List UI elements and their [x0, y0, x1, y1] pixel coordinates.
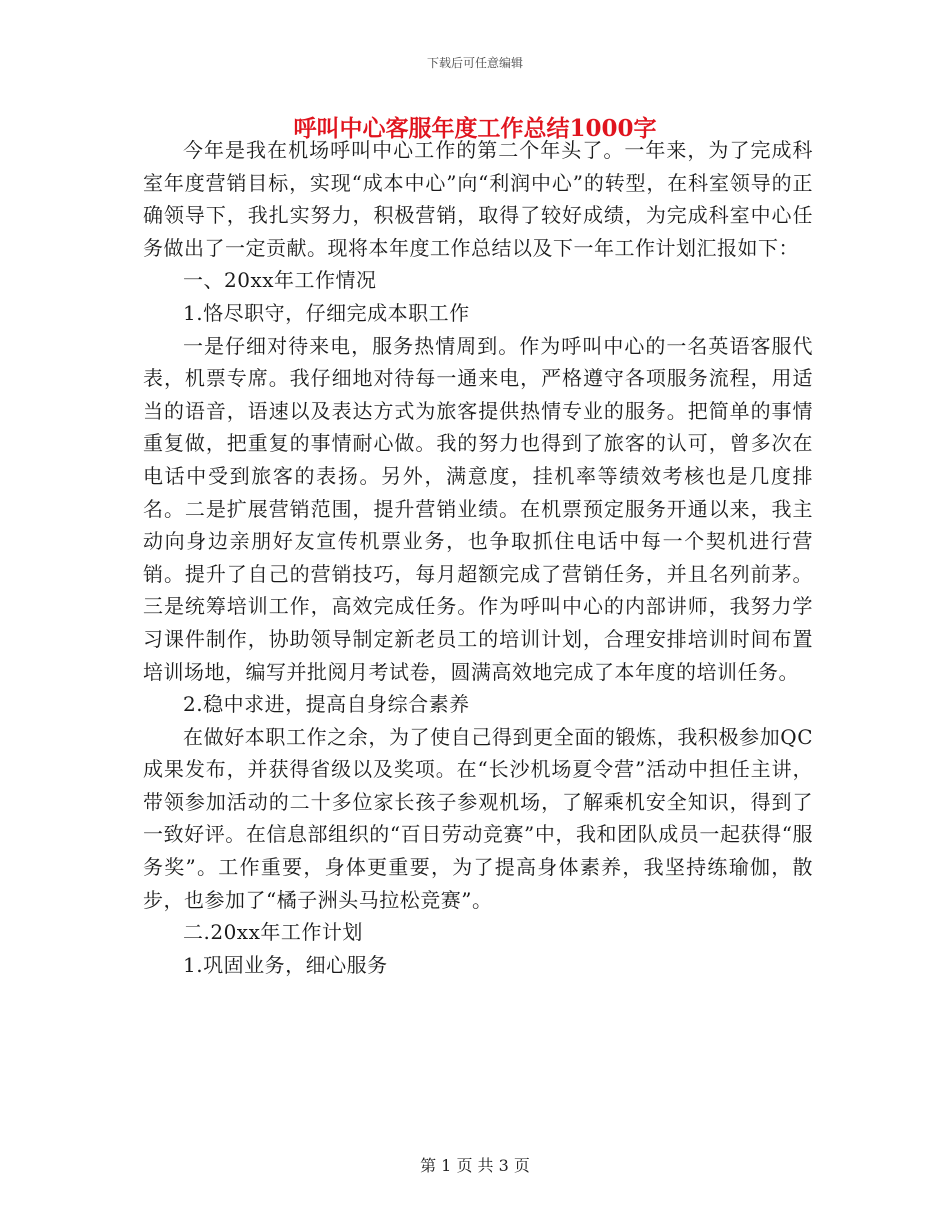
- document-title: 呼叫中心客服年度工作总结1000字: [293, 115, 657, 142]
- section-heading-work-status: 一、20xx年工作情况: [183, 268, 377, 293]
- section-heading-work-plan: 二.20xx年工作计划: [183, 920, 363, 945]
- paragraph-duty: 一是仔细对待来电，服务热情周到。作为呼叫中心的一名英语客服代表，机票专席。我仔细地对待每一通来电，严格遵守各项服务流程，用适当的语音，语速以及表达方式为旅客提供热情专业的服务。把简单的事情重复做，把重复的事情耐心做。我的努力也得到了旅客的认可，曾多次在电话中受到旅客的表扬。另外，满意度，挂机率等绩效考核也是几度排名。二是扩展营销范围，提升营销业绩。在机票预定服务开通以来，我主动向身边亲朋好友宣传机票业务，也争取抓住电话中每一个契机进行营销。提升了自己的营销技巧，每月超额完成了营销任务，并且名列前茅。三是统筹培训工作，高效完成任务。作为呼叫中心的内部讲师，我努力学习课件制作，协助领导制定新老员工的培训计划，合理安排培训时间布置培训场地，编写并批阅月考试卷，圆满高效地完成了本年度的培训任务。: [143, 333, 813, 684]
- subheading-improve: 2.稳中求进，提高自身综合素养: [183, 692, 470, 717]
- subheading-consolidate: 1.巩固业务，细心服务: [183, 952, 388, 977]
- paragraph-intro: 今年是我在机场呼叫中心工作的第二个年头了。一年来，为了完成科室年度营销目标，实现“成本中心”向“利润中心”的转型，在科室领导的正确领导下，我扎实努力，积极营销，取得了较好成绩，为完成科室中心任务做出了一定贡献。现将本年度工作总结以及下一年工作计划汇报如下：: [143, 138, 813, 260]
- page-footer: 第 1 页 共 3 页: [420, 1156, 530, 1175]
- subheading-duty: 1.恪尽职守，仔细完成本职工作: [183, 300, 470, 325]
- document-body: [143, 134, 813, 981]
- paragraph-improve: 在做好本职工作之余，为了使自己得到更全面的锻炼，我积极参加QC成果发布，并获得省级以及奖项。在“长沙机场夏令营”活动中担任主讲，带领参加活动的二十多位家长孩子参观机场，了解乘机安全知识，得到了一致好评。在信息部组织的“百日劳动竞赛”中，我和团队成员一起获得“服务奖”。工作重要，身体更重要，为了提高身体素养，我坚持练瑜伽，散步，也参加了“橘子洲头马拉松竞赛”。: [143, 724, 813, 912]
- header-note: 下载后可任意编辑: [426, 56, 523, 70]
